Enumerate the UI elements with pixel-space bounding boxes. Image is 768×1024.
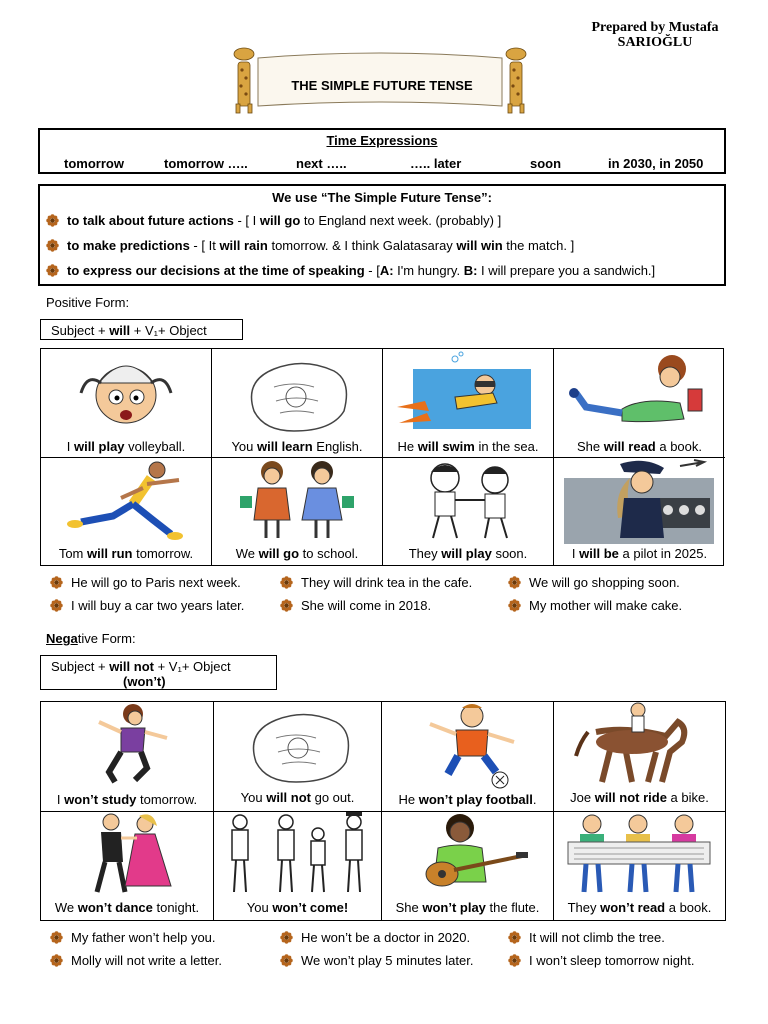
time-expression-item: next ….. [296,156,347,171]
formula-text: Subject + [51,323,110,338]
example-caption: She won’t play the flute. [395,900,540,915]
use-emphasis: A: [379,263,394,278]
example-cell [41,702,214,812]
example-sentence: She will come in 2018. [280,598,431,613]
use-emphasis: B: [463,263,478,278]
woman-pilot-illustration [564,458,714,544]
formula-will: will [109,323,134,338]
example-cell [212,458,383,566]
example-caption: She will read a book. [576,439,703,454]
positive-form-label: Positive Form: [46,295,130,310]
negative-formula: Subject + will not + V₁+ Object (won’t) [40,655,277,690]
time-expressions-title: Time Expressions [326,133,438,148]
girl-reading-illustration [562,349,712,433]
flower-bullet-icon [46,264,59,277]
negative-form-label-rest: tive Form: [77,631,136,646]
example-sentence: We won’t play 5 minutes later. [280,953,473,968]
formula-wont: (won’t) [123,674,166,689]
example-caption: I won’t study tomorrow. [56,792,198,807]
use-text: - [ [364,263,380,278]
example-caption: I will play volleyball. [66,439,186,454]
example-cell [41,812,214,921]
example-caption: I will be a pilot in 2025. [571,546,708,561]
use-row [46,238,574,253]
pointing-hand-illustration [234,351,358,435]
boy-swimming-illustration [395,351,535,435]
flower-bullet-icon [508,599,521,612]
use-emphasis: will go [259,213,301,228]
man-running-illustration [61,460,191,542]
example-sentence: Molly will not write a letter. [50,953,222,968]
flower-bullet-icon [508,576,521,589]
boy-volleyball-illustration [71,353,181,435]
example-cell [383,458,554,566]
example-caption: We won’t dance tonight. [54,900,200,915]
example-cell [554,702,725,812]
flower-bullet-icon [280,931,293,944]
example-caption: You will learn English. [231,439,363,454]
use-lead: to make predictions [67,238,190,253]
pointing-hand-illustration [236,702,360,786]
use-lead: to talk about future actions [67,213,234,228]
example-cell [554,812,725,921]
example-caption: You will not go out. [240,790,355,805]
use-text: - [ It [189,238,220,253]
example-caption: He will swim in the sea. [397,439,539,454]
example-caption: He won’t play football. [398,792,537,807]
couple-dancing-illustration [67,812,187,898]
negative-examples-grid [40,701,726,921]
girl-guitar-illustration [402,812,534,898]
example-sentence: My father won’t help you. [50,930,216,945]
author-credit-line2: SARIOĞLU [617,35,693,50]
example-sentence: He won’t be a doctor in 2020. [280,930,470,945]
four-people-illustration [222,812,374,898]
example-sentence: My mother will make cake. [508,598,682,613]
negative-form-label [46,631,136,646]
time-expression-item: tomorrow [64,156,124,171]
use-text: to England next week. (probably) ] [300,213,502,228]
flower-bullet-icon [50,954,63,967]
time-expression-item: in 2030, in 2050 [608,156,704,171]
example-cell [214,812,382,921]
use-row [46,213,501,228]
use-text: tomorrow. & I think Galatasaray [267,238,457,253]
example-sentence: It will not climb the tree. [508,930,665,945]
formula-text: + V₁+ Object [133,323,207,338]
use-lead: to express our decisions at the time of speaking [67,263,365,278]
example-cell [214,702,382,812]
boy-riding-horse-illustration [566,702,710,788]
flower-bullet-icon [50,599,63,612]
example-cell [382,812,554,921]
page-title: THE SIMPLE FUTURE TENSE [291,78,473,93]
time-expressions-box [38,128,726,174]
example-caption: They won’t read a book. [567,900,712,915]
flower-bullet-icon [50,576,63,589]
example-caption: You won’t come! [246,900,349,915]
example-sentence: I won’t sleep tomorrow night. [508,953,694,968]
use-emphasis: will win [456,238,503,253]
girl-dancing-illustration [75,702,175,788]
time-expression-item: soon [530,156,562,171]
example-caption: Joe will not ride a bike. [570,790,709,805]
time-expression-item: ….. later [410,156,462,171]
uses-title: We use “The Simple Future Tense”: [272,190,492,205]
example-cell [554,458,725,566]
example-cell [383,349,554,458]
uses-box [38,184,726,286]
flower-bullet-icon [280,576,293,589]
example-cell [382,702,554,812]
flower-bullet-icon [280,954,293,967]
boy-football-illustration [406,702,530,790]
time-expression-item: tomorrow ….. [164,156,248,171]
example-sentence: We will go shopping soon. [508,575,680,590]
example-sentence: They will drink tea in the cafe. [280,575,472,590]
flower-bullet-icon [50,931,63,944]
two-kids-playing-illustration [403,458,533,544]
positive-examples-grid [40,348,724,566]
use-emphasis: will rain [219,238,268,253]
author-credit [560,20,750,50]
use-text: the match. ] [502,238,575,253]
two-girls-school-illustration [232,458,362,544]
example-sentence: He will go to Paris next week. [50,575,241,590]
positive-formula [40,319,243,340]
example-cell [212,349,383,458]
example-sentence: I will buy a car two years later. [50,598,244,613]
negative-form-label-underlined: Nega [46,631,78,646]
example-caption: Tom will run tomorrow. [58,546,194,561]
example-cell [41,458,212,566]
use-text: I will prepare you a sandwich.] [477,263,656,278]
example-cell [554,349,725,458]
example-caption: They will play soon. [408,546,528,561]
example-caption: We will go to school. [235,546,359,561]
kids-reading-newspaper-illustration [564,812,714,898]
use-row [46,263,655,278]
flower-bullet-icon [508,931,521,944]
use-text: I'm hungry. [393,263,464,278]
flower-bullet-icon [508,954,521,967]
use-text: - [ I [233,213,260,228]
flower-bullet-icon [280,599,293,612]
example-cell [41,349,212,458]
flower-bullet-icon [46,239,59,252]
flower-bullet-icon [46,214,59,227]
author-credit-line1: Prepared by Mustafa [591,20,719,35]
